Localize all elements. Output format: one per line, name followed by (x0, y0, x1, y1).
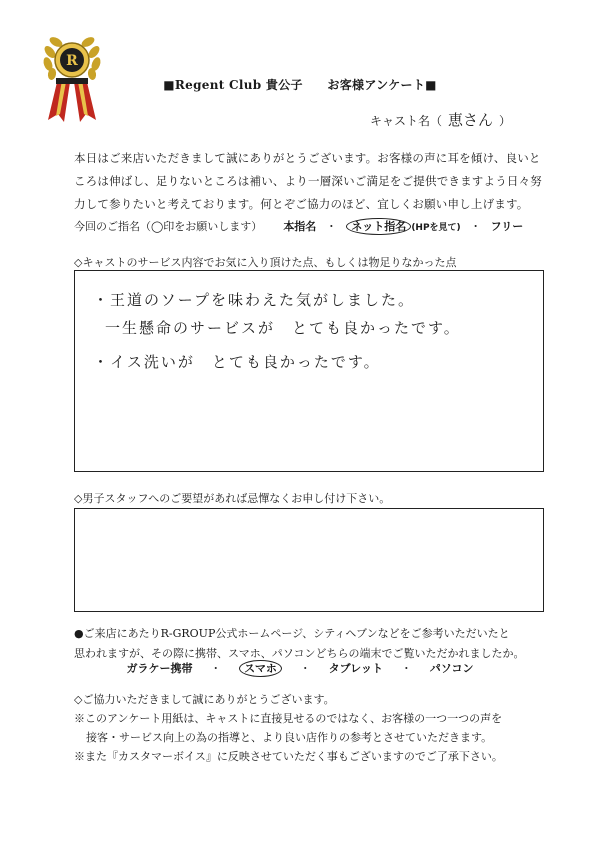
svg-text:R: R (66, 53, 78, 69)
devices-question-line: ●ご来店にあたりR-GROUP公式ホームページ、シティヘブンなどをご参考いただいたと (74, 627, 510, 640)
device-option-tablet[interactable]: タブレット (328, 662, 384, 675)
nomination-option-net-selected[interactable]: ネット指名 (346, 218, 411, 235)
cast-name-label: キャスト名（ (370, 114, 443, 128)
intro-paragraph (74, 147, 540, 216)
intro-line: 本日はご来店いただきまして誠にありがとうございます。お客様の声に耳を傾け、良いと (74, 151, 541, 165)
survey-title: ■Regent Club 貴公子 お客様アンケート■ (163, 78, 437, 92)
cast-name-line (370, 109, 511, 130)
nomination-separator: ・ (470, 220, 482, 233)
nomination-label: 今回のご指名（◯印をお願いします） (74, 220, 263, 233)
device-option-smartphone-selected[interactable]: スマホ (239, 660, 282, 677)
devices-question-line: 思われますが、その際に携帯、スマホ、パソコンどちらの端末でご覧いただかれましたか。 (74, 647, 525, 660)
nomination-separator: ・ (325, 220, 337, 233)
q2-label: ◇男子スタッフへのご要望があれば忌憚なくお申し付け下さい。 (74, 492, 391, 505)
nomination-option-free[interactable]: フリー (490, 220, 524, 233)
devices-options (0, 660, 600, 676)
cast-name-handwritten: 恵さん (448, 111, 494, 129)
nomination-question (74, 218, 523, 234)
q2-answer-box[interactable] (74, 508, 544, 612)
intro-line: 力して参りたいと考えております。何とぞご協力のほど、宜しくお願い申し上げます。 (74, 197, 529, 211)
q1-answer-line: 一生懸命のサービスが とても良かったです。 (105, 319, 461, 337)
footer-line: ◇ご協力いただきまして誠にありがとうございます。 (74, 693, 335, 706)
nomination-option-net-note: (HPを見て) (411, 223, 461, 233)
devices-question (74, 624, 544, 664)
footer-line: 接客・サービス向上の為の指導と、より良い店作りの参考とさせていただきます。 (86, 731, 493, 744)
device-separator: ・ (299, 662, 311, 675)
device-separator: ・ (400, 662, 412, 675)
device-option-pc[interactable]: パソコン (429, 662, 474, 675)
device-option-feature-phone[interactable]: ガラケー携帯 (126, 662, 193, 675)
intro-line: ころは伸ばし、足りないところは補い、より一層深いご満足をご提供できますよう日々努 (74, 174, 542, 188)
nomination-option-main[interactable]: 本指名 (283, 220, 317, 233)
device-separator: ・ (210, 662, 222, 675)
q1-label: ◇キャストのサービス内容でお気に入り頂けた点、もしくは物足りなかった点 (74, 256, 457, 269)
q1-answer-line: ・イス洗いが とても良かったです。 (93, 353, 381, 371)
q1-answer-line: ・王道のソープを味わえた気がしました。 (93, 291, 415, 309)
footer-line: ※また『カスタマーボイス』に反映させていただく事もございますのでご了承下さい。 (74, 750, 503, 763)
cast-name-close: ） (499, 114, 512, 128)
q1-answer-box[interactable] (74, 270, 544, 472)
footer-line: ※このアンケート用紙は、キャストに直接見せるのではなく、お客様の一つ一つの声を (74, 712, 503, 725)
footer-notes (74, 690, 544, 766)
